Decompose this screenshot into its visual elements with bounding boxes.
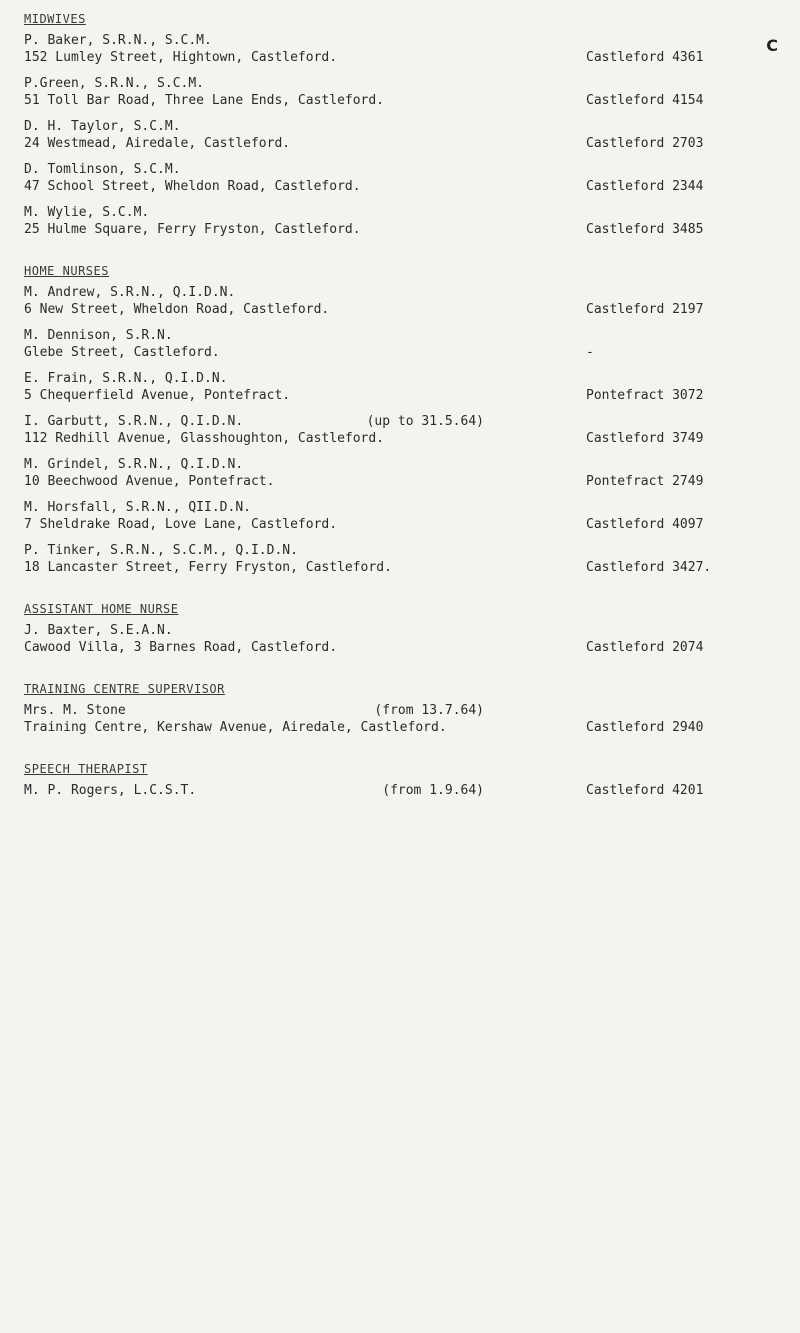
section-heading: SPEECH THERAPIST xyxy=(24,762,148,776)
directory-entry xyxy=(24,204,776,238)
directory-entry xyxy=(24,118,776,152)
section-heading: HOME NURSES xyxy=(24,264,109,278)
directory-entry xyxy=(24,499,776,533)
directory-sections xyxy=(24,12,776,799)
entry-phone: Castleford 2074 xyxy=(586,640,704,655)
entry-address: 7 Sheldrake Road, Love Lane, Castleford. xyxy=(24,517,338,532)
entry-name: M. P. Rogers, L.C.S.T. xyxy=(24,783,197,798)
entry-name: E. Frain, S.R.N., Q.I.D.N. xyxy=(24,371,228,386)
entry-details xyxy=(24,542,580,576)
entry-details xyxy=(24,782,580,799)
entry-address: 24 Westmead, Airedale, Castleford. xyxy=(24,136,291,151)
entry-phone: Castleford 3749 xyxy=(586,431,704,446)
entry-address: 6 New Street, Wheldon Road, Castleford. xyxy=(24,302,330,317)
directory-entry xyxy=(24,542,776,576)
entry-name-row xyxy=(24,622,484,639)
entry-details xyxy=(24,284,580,318)
directory-section xyxy=(24,12,776,238)
entry-name-row xyxy=(24,32,484,49)
entry-name-row xyxy=(24,161,484,178)
entry-address: 112 Redhill Avenue, Glasshoughton, Castleford. xyxy=(24,431,385,446)
entry-address: 47 School Street, Wheldon Road, Castleford. xyxy=(24,179,361,194)
section-heading: MIDWIVES xyxy=(24,12,86,26)
directory-entry xyxy=(24,370,776,404)
entry-name-row xyxy=(24,542,484,559)
entry-phone: Castleford 2703 xyxy=(586,136,704,151)
directory-entry xyxy=(24,327,776,361)
entry-address: 10 Beechwood Avenue, Pontefract. xyxy=(24,474,275,489)
entry-phone: Pontefract 2749 xyxy=(586,474,704,489)
entry-name-row xyxy=(24,75,484,92)
entry-name-row xyxy=(24,413,484,430)
directory-entry xyxy=(24,702,776,736)
entry-name-row xyxy=(24,118,484,135)
entry-details xyxy=(24,456,580,490)
entry-address: Training Centre, Kershaw Avenue, Airedale, Castleford. xyxy=(24,720,447,735)
entry-phone: Castleford 4097 xyxy=(586,517,704,532)
entry-details xyxy=(24,327,580,361)
entry-name: M. Grindel, S.R.N., Q.I.D.N. xyxy=(24,457,244,472)
entry-name: I. Garbutt, S.R.N., Q.I.D.N. xyxy=(24,414,244,429)
entry-name: Mrs. M. Stone xyxy=(24,703,126,718)
entry-address: 18 Lancaster Street, Ferry Fryston, Castleford. xyxy=(24,560,392,575)
entry-details xyxy=(24,622,580,656)
entry-name: M. Andrew, S.R.N., Q.I.D.N. xyxy=(24,285,236,300)
directory-entry xyxy=(24,782,776,799)
entry-phone: Castleford 3427. xyxy=(586,560,712,575)
directory-section xyxy=(24,264,776,576)
entry-phone: Castleford 4361 xyxy=(586,50,704,65)
entry-phone: Castleford 4154 xyxy=(586,93,704,108)
entry-address: Glebe Street, Castleford. xyxy=(24,345,220,360)
entry-name-row xyxy=(24,782,484,799)
entry-address: 25 Hulme Square, Ferry Fryston, Castleford. xyxy=(24,222,361,237)
entry-address: 152 Lumley Street, Hightown, Castleford. xyxy=(24,50,338,65)
entry-note: (from 13.7.64) xyxy=(374,703,484,718)
entry-details xyxy=(24,413,580,447)
entry-address: 5 Chequerfield Avenue, Pontefract. xyxy=(24,388,291,403)
entry-details xyxy=(24,118,580,152)
entry-note: (from 1.9.64) xyxy=(382,783,484,798)
directory-section xyxy=(24,682,776,736)
directory-entry xyxy=(24,284,776,318)
entry-details xyxy=(24,499,580,533)
entry-name-row xyxy=(24,327,484,344)
entry-name: J. Baxter, S.E.A.N. xyxy=(24,623,173,638)
entry-phone: Castleford 2940 xyxy=(586,720,704,735)
entry-name-row xyxy=(24,456,484,473)
entry-phone: Castleford 3485 xyxy=(586,222,704,237)
entry-phone: Pontefract 3072 xyxy=(586,388,704,403)
section-heading: TRAINING CENTRE SUPERVISOR xyxy=(24,682,225,696)
entry-name: D. H. Taylor, S.C.M. xyxy=(24,119,181,134)
entry-name-row xyxy=(24,702,484,719)
entry-phone: - xyxy=(586,345,594,360)
entry-details xyxy=(24,161,580,195)
directory-section xyxy=(24,762,776,799)
entry-name-row xyxy=(24,284,484,301)
directory-entry xyxy=(24,161,776,195)
entry-details xyxy=(24,702,580,736)
entry-note: (up to 31.5.64) xyxy=(366,414,484,429)
entry-phone: Castleford 4201 xyxy=(586,783,704,798)
entry-phone: Castleford 2197 xyxy=(586,302,704,317)
entry-address: Cawood Villa, 3 Barnes Road, Castleford. xyxy=(24,640,338,655)
entry-name: M. Dennison, S.R.N. xyxy=(24,328,173,343)
entry-phone: Castleford 2344 xyxy=(586,179,704,194)
directory-section xyxy=(24,602,776,656)
entry-name-row xyxy=(24,499,484,516)
directory-entry xyxy=(24,75,776,109)
directory-entry xyxy=(24,622,776,656)
entry-name-row xyxy=(24,370,484,387)
entry-details xyxy=(24,75,580,109)
entry-name: P. Tinker, S.R.N., S.C.M., Q.I.D.N. xyxy=(24,543,298,558)
entry-name: M. Horsfall, S.R.N., QII.D.N. xyxy=(24,500,251,515)
entry-name: M. Wylie, S.C.M. xyxy=(24,205,150,220)
corner-mark: C xyxy=(766,36,778,55)
entry-name: P.Green, S.R.N., S.C.M. xyxy=(24,76,205,91)
directory-entry xyxy=(24,413,776,447)
entry-name: P. Baker, S.R.N., S.C.M. xyxy=(24,33,212,48)
directory-entry xyxy=(24,456,776,490)
section-heading: ASSISTANT HOME NURSE xyxy=(24,602,179,616)
directory-entry xyxy=(24,32,776,66)
entry-address: 51 Toll Bar Road, Three Lane Ends, Castleford. xyxy=(24,93,385,108)
entry-name: D. Tomlinson, S.C.M. xyxy=(24,162,181,177)
entry-details xyxy=(24,370,580,404)
entry-details xyxy=(24,204,580,238)
entry-name-row xyxy=(24,204,484,221)
entry-details xyxy=(24,32,580,66)
